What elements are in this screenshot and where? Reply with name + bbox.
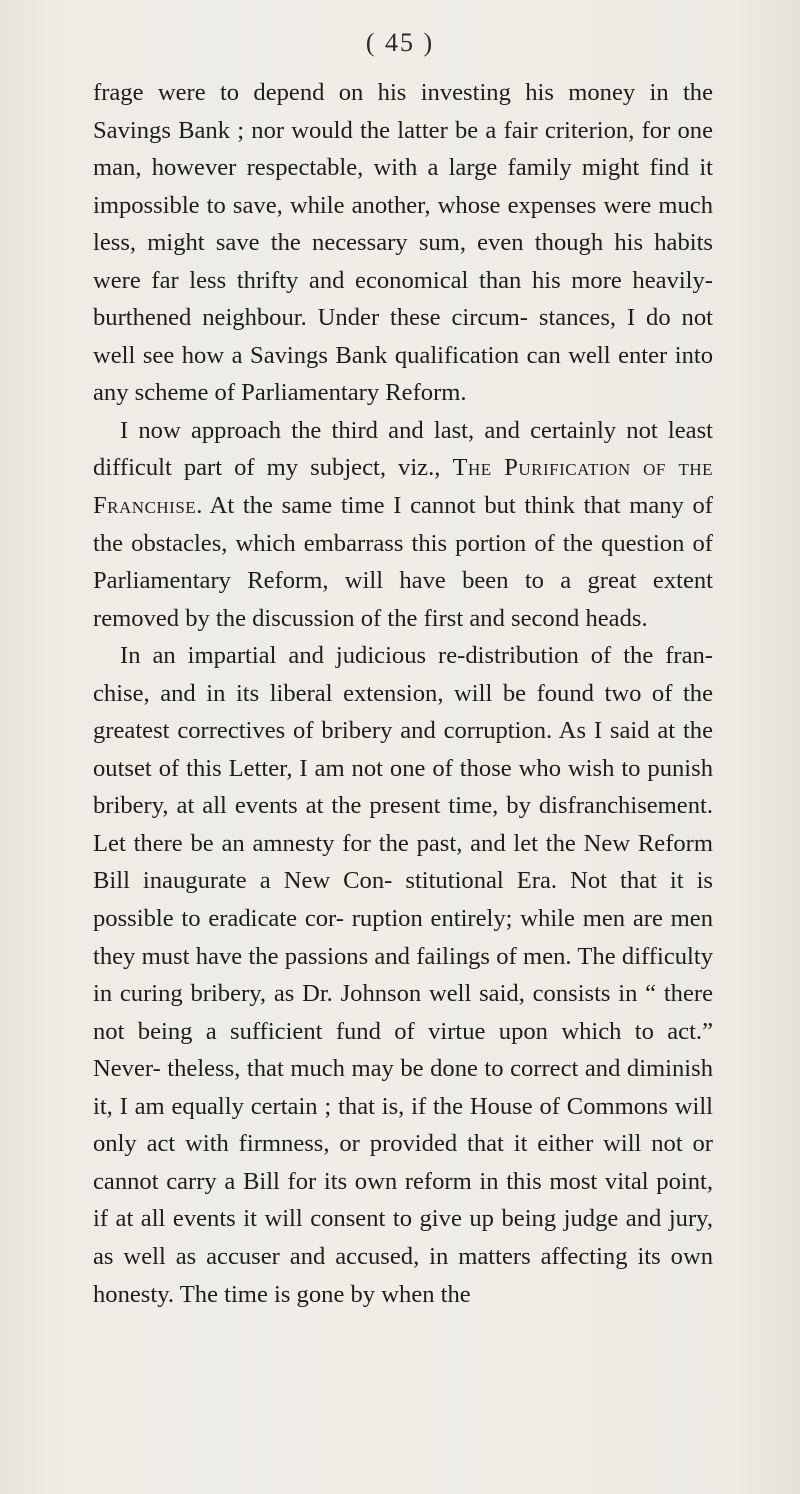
paragraph-purification-lead: I now approach the third and last, and certainly not least difficult part of my subject, viz., <box>93 416 713 482</box>
paragraph-purification-rest: . At the same time I cannot but think that many of the obstacles, which embarrass this portion of the question of Parliamentary Reform, will have been to a great extent removed by the discussion of the first and second heads. <box>93 492 713 632</box>
body-text <box>93 74 713 1313</box>
paragraph-savings-bank: frage were to depend on his investing his money in the Savings Bank ; nor would the latter be a fair criterion, for one man, however respectable, with a large family might find it impossible to save, while another, whose expenses were much less, might save the necessary sum, even though his habits were far less thrifty and economical than his more heavily-burthened neighbour. Under these circum- stances, I do not well see how a Savings Bank qualification can well enter into any scheme of Parliamentary Reform. <box>93 79 713 407</box>
page-number: ( 45 ) <box>365 28 435 57</box>
paragraph-purification <box>93 412 713 637</box>
paragraph-bribery: In an impartial and judicious re-distribution of the fran- chise, and in its liberal extension, will be found two of the greatest correctives of bribery and corruption. As I said at the outset of this Letter, I am not one of those who wish to punish bribery, at all events at the present time, by disfranchisement. Let there be an amnesty for the past, and let the New Reform Bill inaugurate a New Con- stitutional Era. Not that it is possible to eradicate cor- ruption entirely; while men are men they must have the passions and failings of men. The difficulty in curing bribery, as Dr. Johnson well said, consists in “ there not being a sufficient fund of virtue upon which to act.” Never- theless, that much may be done to correct and diminish it, I am equally certain ; that is, if the House of Commons will only act with firmness, or provided that it either will not or cannot carry a Bill for its own reform in this most vital point, if at all events it will consent to give up being judge and jury, as well as accuser and accused, in matters affecting its own honesty. The time is gone by when the <box>93 642 713 1308</box>
section-heading-purification: The Purification of the Franchise <box>93 454 713 520</box>
